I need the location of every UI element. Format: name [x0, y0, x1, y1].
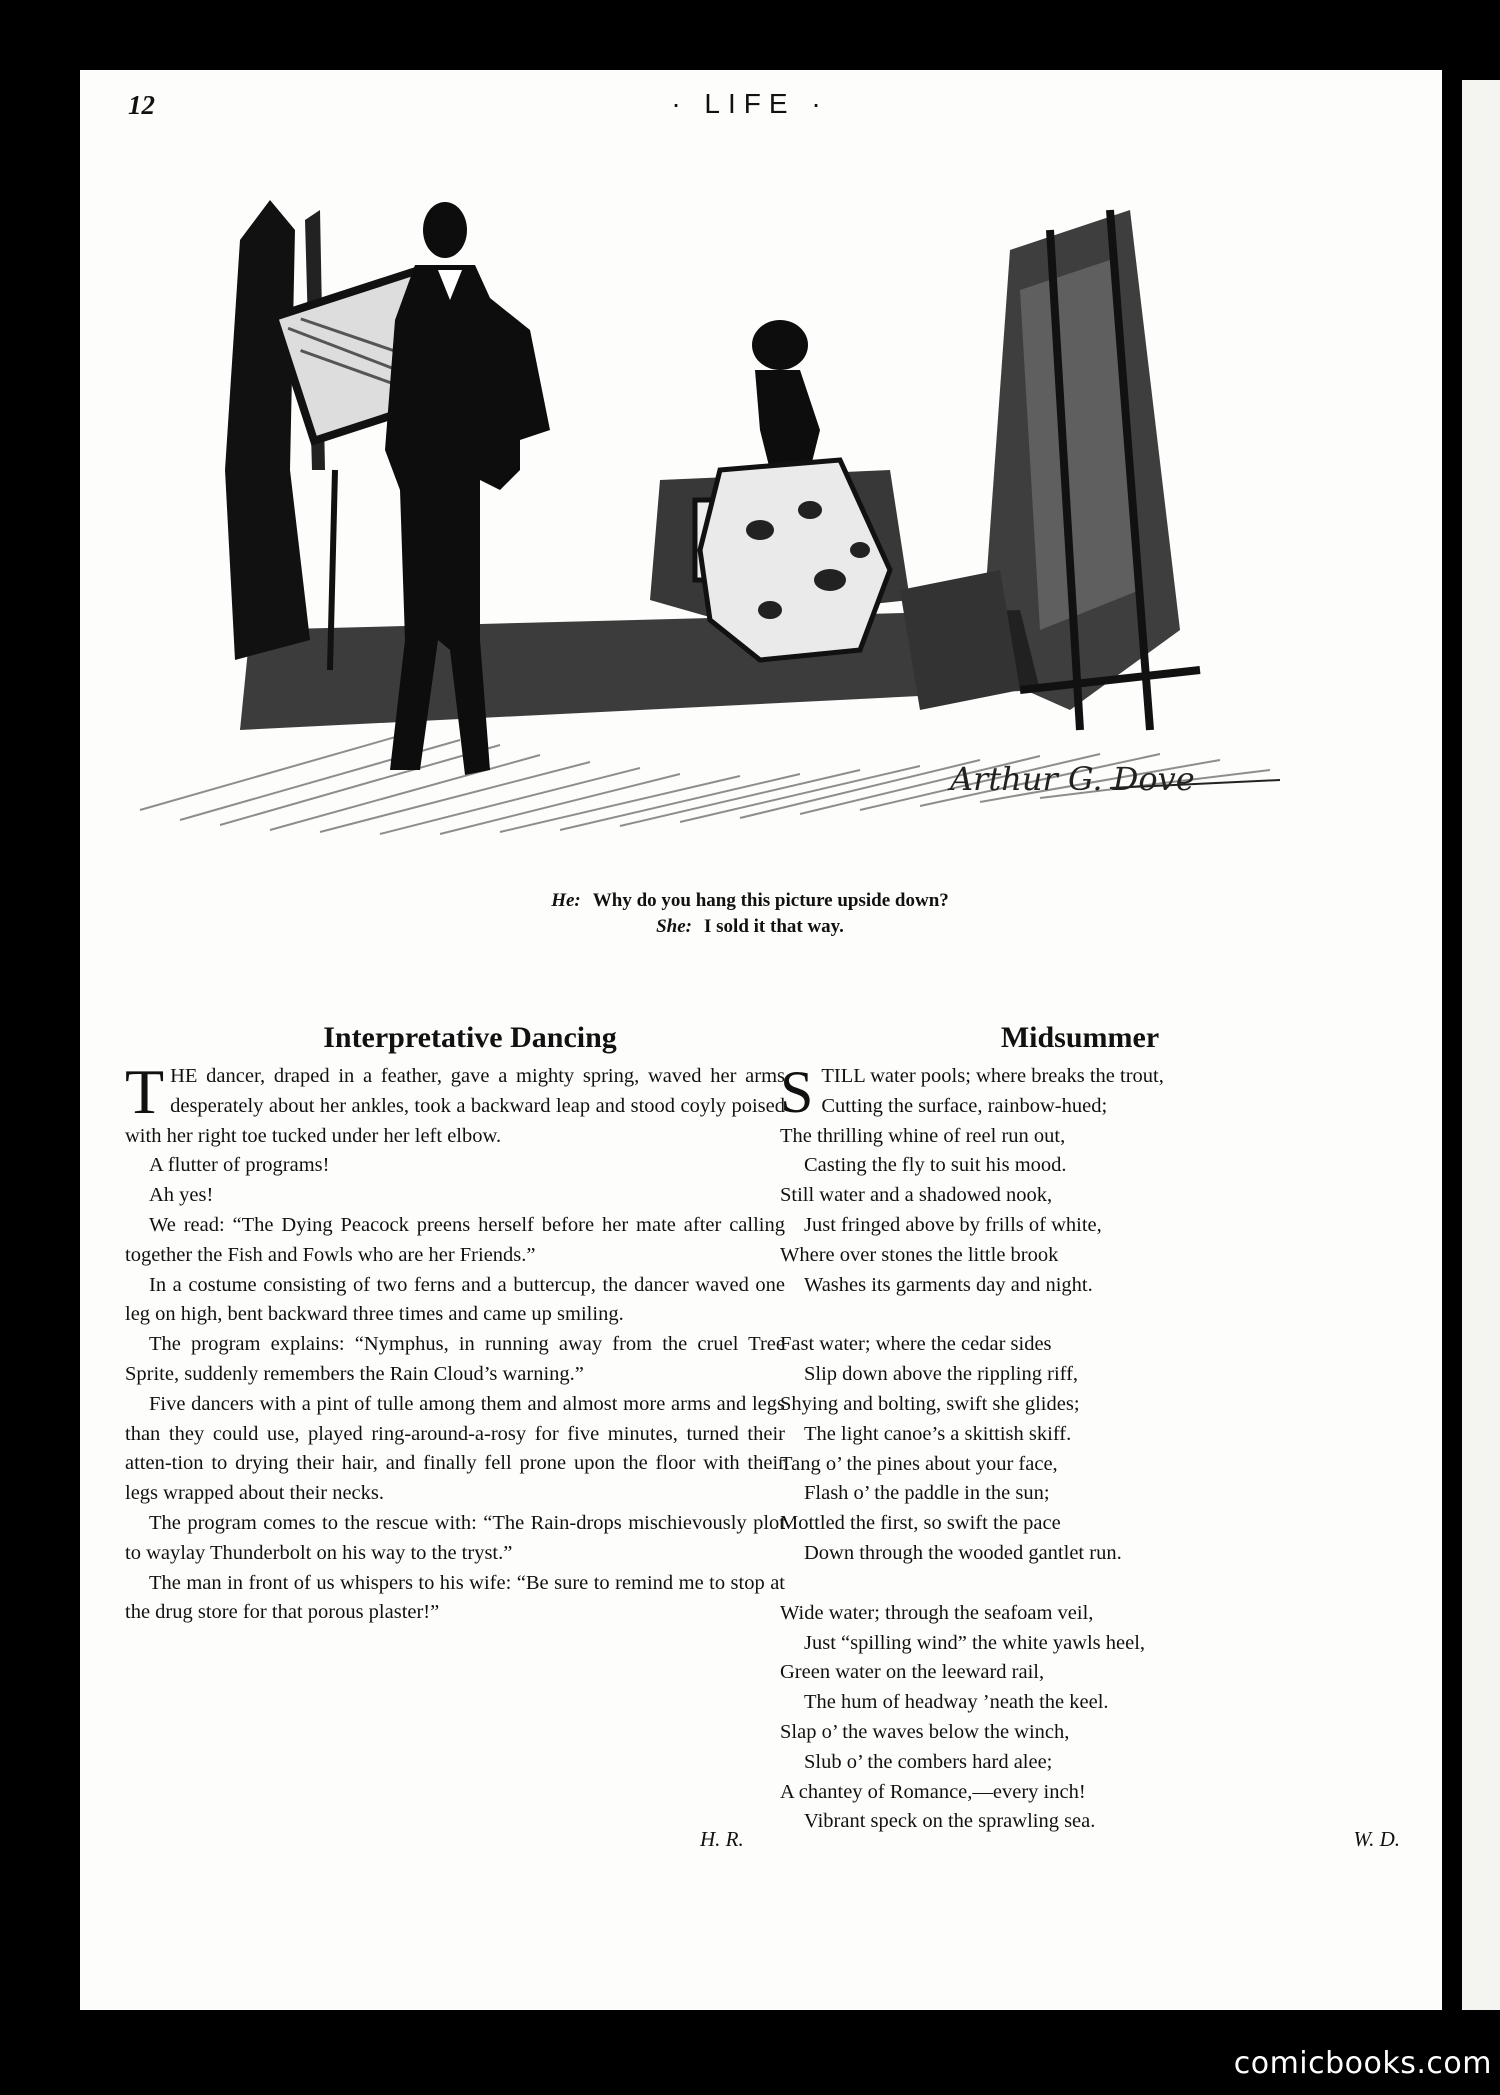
article-paragraph: The man in front of us whispers to his wife: “Be sure to remind me to stop at the drug store for that porous plaster!”	[125, 1571, 785, 1624]
running-head: · LIFE ·	[671, 88, 829, 119]
site-watermark: comicbooks.com	[1233, 2046, 1492, 2081]
article-signature-hr: H. R.	[700, 1827, 744, 1851]
drop-cap: T	[125, 1056, 165, 1127]
poem-line: Cutting the surface, rainbow-hued;	[821, 1094, 1108, 1117]
caption-line-2: She: I sold it that way.	[656, 916, 844, 937]
poem-line: Fast water; where the cedar sides	[780, 1333, 1052, 1356]
article-paragraph: In a costume consisting of two ferns and a buttercup, the dancer waved one leg on high, bent backward three times and came up smiling.	[125, 1273, 785, 1326]
poem-line: Flash o’ the paddle in the sun;	[804, 1482, 1050, 1505]
poem-line: Vibrant speck on the sprawling sea.	[804, 1810, 1096, 1833]
cartoon-caption	[0, 888, 1500, 940]
drop-cap: S	[780, 1059, 814, 1125]
poem-stanza	[780, 1330, 1360, 1568]
artist-signature: Arthur G. Dove	[950, 760, 1195, 798]
poem-stanza	[780, 1599, 1360, 1837]
article-paragraph: Ah yes!	[149, 1184, 214, 1207]
poem-line: Tang o’ the pines about your face,	[780, 1452, 1058, 1475]
poem-line: Green water on the leeward rail,	[780, 1661, 1045, 1684]
article-title: Interpretative Dancing	[323, 1021, 617, 1054]
poem-line: Where over stones the little brook	[780, 1243, 1059, 1266]
poem-line: Shying and bolting, swift she glides;	[780, 1392, 1080, 1415]
caption-line-1: He: Why do you hang this picture upside down?	[551, 890, 949, 911]
poem-line: Still water and a shadowed nook,	[780, 1184, 1053, 1207]
poem-line: Down through the wooded gantlet run.	[804, 1541, 1122, 1564]
poem-line: Wide water; through the seafoam veil,	[780, 1601, 1094, 1624]
article-interpretative-dancing	[125, 1018, 785, 1628]
poem-line: Just “spilling wind” the white yawls heel,	[804, 1631, 1146, 1654]
poem-signature-wd: W. D.	[1353, 1827, 1400, 1851]
article-paragraph: THE dancer, draped in a feather, gave a mighty spring, waved her arms desperately about her ankles, took a backward leap and stood coyly poised with her right toe tucked under her left elbow.	[125, 1056, 785, 1147]
article-paragraph: Five dancers with a pint of tulle among them and almost more arms and legs than they could use, played ring-around-a-rosy for five minutes, turned their atten-tion to drying their hair, and finally fell prone upon the floor with their legs wrapped about their necks.	[125, 1392, 785, 1505]
poem-line: Just fringed above by frills of white,	[804, 1213, 1102, 1236]
cartoon-illustration	[120, 170, 1290, 850]
poem-stanza	[780, 1059, 1360, 1300]
article-paragraph: We read: “The Dying Peacock preens herself before her mate after calling together the Fish and Fowls who are her Friends.”	[125, 1213, 785, 1266]
poem-title: Midsummer	[1000, 1021, 1160, 1054]
facing-page-edge	[1462, 80, 1500, 2010]
poem-line: The thrilling whine of reel run out,	[780, 1124, 1066, 1147]
poem-line: Slub o’ the combers hard alee;	[804, 1750, 1053, 1773]
poem-line: Slip down above the rippling riff,	[804, 1363, 1079, 1386]
poem-line: Casting the fly to suit his mood.	[804, 1154, 1067, 1177]
poem-line: The light canoe’s a skittish skiff.	[804, 1422, 1072, 1445]
poem-midsummer	[780, 1018, 1360, 1867]
article-paragraph: A flutter of programs!	[149, 1154, 330, 1177]
poem-line: A chantey of Romance,—every inch!	[780, 1780, 1086, 1803]
article-paragraph: The program explains: “Nymphus, in running away from the cruel Tree Sprite, suddenly remembers the Rain Cloud’s warning.”	[125, 1333, 785, 1385]
poem-line: Slap o’ the waves below the winch,	[780, 1720, 1070, 1743]
article-paragraph: The program comes to the rescue with: “The Rain-drops mischievously plot to waylay Thunderbolt on his way to the tryst.”	[125, 1511, 785, 1564]
page-number: 12	[128, 90, 155, 120]
poem-line: Washes its garments day and night.	[804, 1273, 1093, 1296]
poem-line: The hum of headway ’neath the keel.	[804, 1691, 1109, 1714]
poem-line: TILL water pools; where breaks the trout,	[821, 1065, 1164, 1087]
poem-line: Mottled the first, so swift the pace	[780, 1512, 1061, 1535]
